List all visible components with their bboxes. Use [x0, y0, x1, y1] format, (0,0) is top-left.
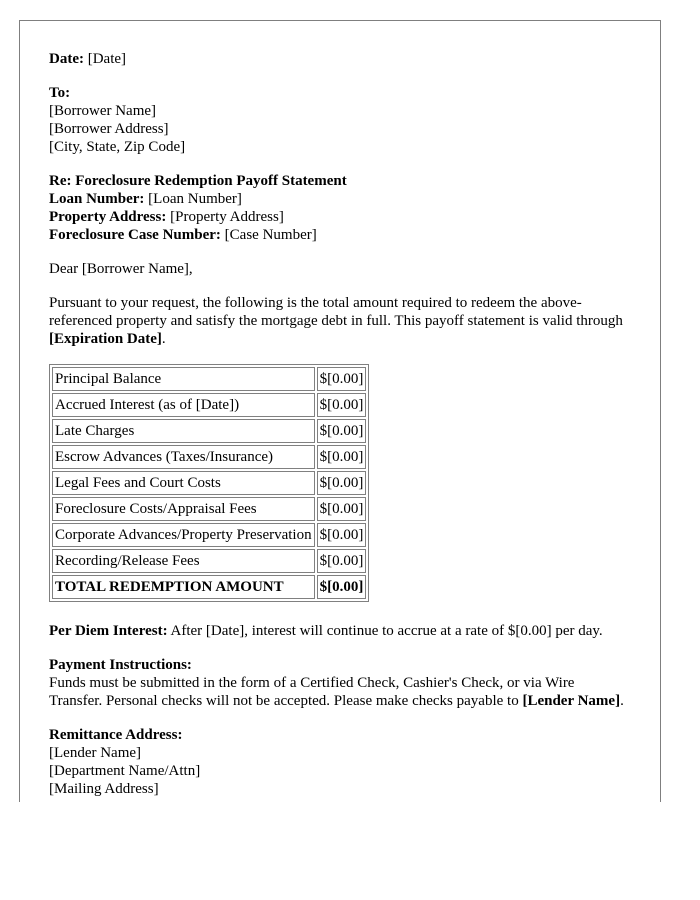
loan-number-value: [Loan Number]: [148, 191, 242, 207]
remit-mailing-address: [Mailing Address]: [49, 781, 159, 797]
letter-body: [49, 50, 624, 802]
fee-amount: $[0.00]: [317, 471, 367, 495]
date-value: [Date]: [87, 51, 127, 67]
table-row: [52, 523, 366, 547]
case-number-label: Foreclosure Case Number:: [49, 227, 221, 243]
remit-department: [Department Name/Attn]: [49, 763, 201, 779]
fee-label: Accrued Interest (as of [Date]): [52, 393, 315, 417]
property-address-value: [Property Address]: [170, 209, 284, 225]
fee-label: Escrow Advances (Taxes/Insurance): [52, 445, 315, 469]
recipient-address: [Borrower Address]: [49, 121, 169, 137]
fee-label: Recording/Release Fees: [52, 549, 315, 573]
remittance-block: [49, 726, 624, 798]
intro-text: Pursuant to your request, the following is the total amount required to redeem the above-referenced property and satisfy the mortgage debt in full. This payoff statement is valid through: [49, 295, 623, 329]
fee-amount: $[0.00]: [317, 419, 367, 443]
table-row: [52, 393, 366, 417]
per-diem-label: Per Diem Interest:: [49, 623, 168, 639]
document-page: [19, 20, 661, 802]
payment-text: Funds must be submitted in the form of a Certified Check, Cashier's Check, or via Wire Transfer. Personal checks will not be accepted. Please make checks payable to: [49, 675, 575, 709]
table-row: [52, 445, 366, 469]
table-row: [52, 471, 366, 495]
property-address-label: Property Address:: [49, 209, 167, 225]
recipient-city: [City, State, Zip Code]: [49, 139, 186, 155]
payee-name: [Lender Name]: [522, 693, 621, 709]
table-row: [52, 419, 366, 443]
salutation: Dear [Borrower Name],: [49, 261, 193, 277]
fee-label: Principal Balance: [52, 367, 315, 391]
remittance-label: Remittance Address:: [49, 727, 183, 743]
total-row: [52, 575, 366, 599]
table-row: [52, 549, 366, 573]
recipient-name: [Borrower Name]: [49, 103, 157, 119]
fee-label: Late Charges: [52, 419, 315, 443]
expiration-date: [Expiration Date]: [49, 331, 162, 347]
remit-lender: [Lender Name]: [49, 745, 142, 761]
fee-amount: $[0.00]: [317, 523, 367, 547]
fee-label: Foreclosure Costs/Appraisal Fees: [52, 497, 315, 521]
to-label: To:: [49, 85, 71, 101]
case-number-value: [Case Number]: [224, 227, 317, 243]
table-row: [52, 367, 366, 391]
date-line: [49, 50, 624, 68]
fee-amount: $[0.00]: [317, 497, 367, 521]
re-line: Re: Foreclosure Redemption Payoff Statement: [49, 173, 347, 189]
per-diem-text: After [Date], interest will continue to accrue at a rate of $[0.00] per day.: [170, 623, 603, 639]
fee-amount: $[0.00]: [317, 367, 367, 391]
total-amount: $[0.00]: [317, 575, 367, 599]
table-row: [52, 497, 366, 521]
recipient-block: [49, 84, 624, 156]
payment-label: Payment Instructions:: [49, 657, 192, 673]
per-diem-paragraph: [49, 622, 624, 640]
payment-instructions: [49, 656, 624, 710]
fee-amount: $[0.00]: [317, 393, 367, 417]
total-label: TOTAL REDEMPTION AMOUNT: [52, 575, 315, 599]
intro-end: .: [161, 331, 166, 347]
fee-amount: $[0.00]: [317, 445, 367, 469]
intro-paragraph: [49, 294, 624, 348]
fee-amount: $[0.00]: [317, 549, 367, 573]
loan-number-label: Loan Number:: [49, 191, 145, 207]
date-label: Date:: [49, 51, 84, 67]
reference-block: [49, 172, 624, 244]
fee-label: Corporate Advances/Property Preservation: [52, 523, 315, 547]
fee-label: Legal Fees and Court Costs: [52, 471, 315, 495]
payoff-table: [49, 364, 369, 602]
payment-end: .: [620, 693, 624, 709]
